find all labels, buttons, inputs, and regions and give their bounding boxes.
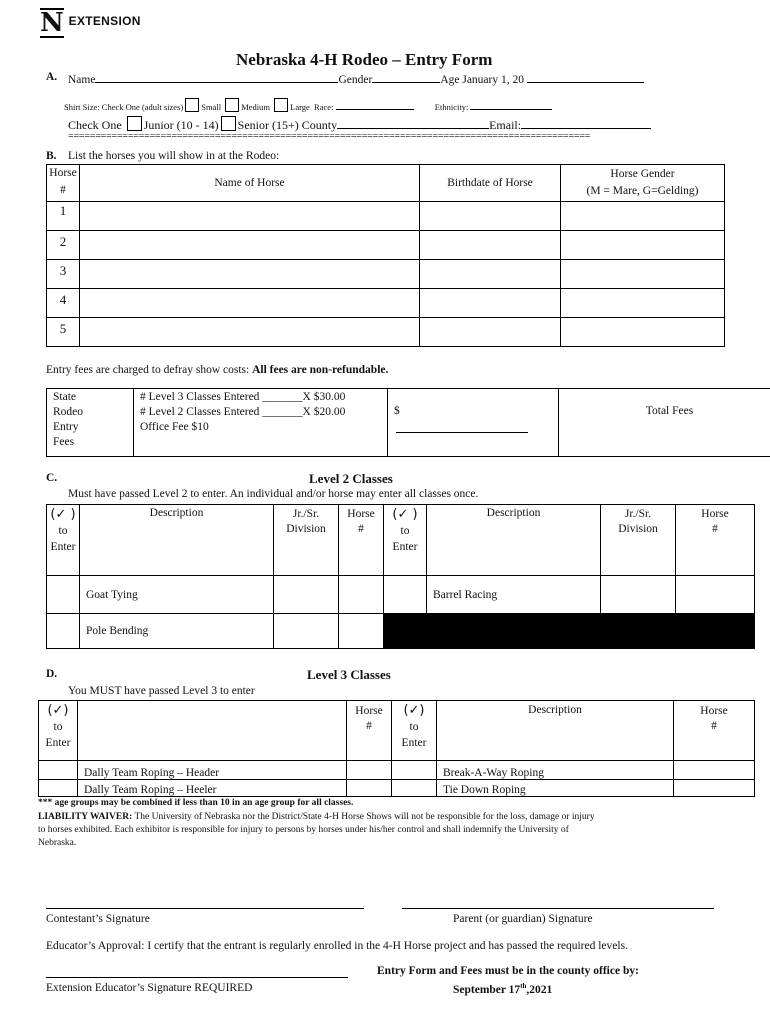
horse-name-cell[interactable] bbox=[80, 289, 420, 318]
deadline-month: September 17 bbox=[453, 983, 521, 996]
event-description: Dally Team Roping – Header bbox=[78, 761, 347, 780]
table-row bbox=[39, 780, 755, 797]
table-row bbox=[47, 260, 725, 289]
level2-table bbox=[46, 504, 755, 649]
horse-birthdate-cell[interactable] bbox=[420, 289, 561, 318]
horse-num-header-line1: Horse bbox=[49, 167, 77, 179]
to-text: to bbox=[409, 721, 419, 733]
horse-name-header-text: Name of Horse bbox=[214, 177, 285, 189]
senior-checkbox[interactable] bbox=[221, 116, 236, 131]
ethnicity-field[interactable] bbox=[470, 101, 552, 110]
waiver-line: to horses exhibited. Each exhibitor is responsible for injury to persons by horses under his/her control and shall indemnify the University of bbox=[38, 825, 569, 835]
enter-check-cell[interactable] bbox=[384, 576, 427, 614]
horse-row-number: 4 bbox=[47, 289, 80, 318]
junior-label: Junior (10 - 14) bbox=[143, 118, 219, 132]
horse-num-cell[interactable] bbox=[674, 780, 755, 797]
horse-birthdate-cell[interactable] bbox=[420, 318, 561, 347]
description-header bbox=[427, 505, 601, 576]
waiver-label: LIABILITY WAIVER: bbox=[38, 812, 133, 822]
age-group-note: *** age groups may be combined if less than 10 in an age group for all classes. bbox=[38, 798, 354, 808]
fees-label-cell bbox=[47, 389, 134, 457]
description-header-text: Description bbox=[486, 507, 541, 519]
level3-heading: Level 3 Classes bbox=[307, 667, 391, 682]
horse-num-header bbox=[674, 701, 755, 761]
description-header-text: Description bbox=[149, 507, 204, 519]
table-row bbox=[47, 202, 725, 231]
shirt-medium-label: Medium bbox=[241, 102, 270, 112]
logo-text: EXTENSION bbox=[68, 14, 141, 28]
fees-label-line: State bbox=[53, 391, 76, 403]
blacked-out-cell bbox=[676, 614, 755, 649]
fees-note-text: Entry fees are charged to defray show costs: bbox=[46, 364, 250, 376]
enter-check-header bbox=[47, 505, 80, 576]
fees-label-line: Rodeo bbox=[53, 406, 84, 418]
enter-check-header bbox=[384, 505, 427, 576]
enter-check-cell[interactable] bbox=[392, 761, 437, 780]
shirt-small-checkbox[interactable] bbox=[185, 98, 199, 112]
level2-instruction: Must have passed Level 2 to enter. An individual and/or horse may enter all classes once. bbox=[68, 488, 479, 500]
race-label: Race: bbox=[314, 102, 334, 112]
fees-amount-cell bbox=[388, 389, 559, 457]
name-field[interactable] bbox=[95, 71, 338, 83]
educator-signature-line[interactable] bbox=[46, 977, 348, 978]
horse-num-header-line1: Horse bbox=[701, 508, 729, 520]
email-field[interactable] bbox=[521, 117, 651, 129]
horse-num-cell[interactable] bbox=[339, 614, 384, 649]
enter-text: Enter bbox=[401, 737, 427, 749]
horse-num-header-line2: # bbox=[366, 720, 372, 732]
division-header bbox=[601, 505, 676, 576]
to-text: to bbox=[58, 525, 68, 537]
horse-num-header-line1: Horse bbox=[700, 705, 728, 717]
horse-num-header-line2: # bbox=[60, 184, 66, 196]
gender-field[interactable] bbox=[372, 71, 440, 83]
division-cell[interactable] bbox=[274, 576, 339, 614]
email-label: Email: bbox=[489, 118, 522, 132]
horse-name-header bbox=[80, 165, 420, 202]
fees-note bbox=[46, 364, 388, 376]
division-header-line2: Division bbox=[286, 523, 326, 535]
check-one-label: Check One bbox=[68, 118, 122, 132]
level2-fee-line[interactable]: # Level 2 Classes Entered _______X $20.00 bbox=[140, 406, 346, 418]
horses-table bbox=[46, 164, 725, 347]
description-header bbox=[80, 505, 274, 576]
section-a-letter: A. bbox=[46, 71, 58, 83]
horse-name-cell[interactable] bbox=[80, 202, 420, 231]
horse-row-number: 2 bbox=[47, 231, 80, 260]
horse-gender-cell[interactable] bbox=[561, 289, 725, 318]
blacked-out-cell bbox=[601, 614, 676, 649]
level3-instruction: You MUST have passed Level 3 to enter bbox=[68, 685, 255, 697]
table-row bbox=[47, 289, 725, 318]
deadline-year: ,2021 bbox=[526, 983, 553, 996]
section-d-letter: D. bbox=[46, 668, 58, 680]
horse-num-cell[interactable] bbox=[347, 761, 392, 780]
enter-check-cell[interactable] bbox=[39, 761, 78, 780]
level2-heading: Level 2 Classes bbox=[309, 471, 393, 486]
event-description: Pole Bending bbox=[80, 614, 274, 649]
table-row bbox=[47, 576, 755, 614]
deadline-line1: Entry Form and Fees must be in the county office by: bbox=[377, 965, 639, 977]
horse-birthdate-header bbox=[420, 165, 561, 202]
horse-birthdate-cell[interactable] bbox=[420, 231, 561, 260]
name-row bbox=[68, 71, 644, 86]
horse-row-number: 3 bbox=[47, 260, 80, 289]
table-row bbox=[47, 318, 725, 347]
shirt-row bbox=[64, 98, 552, 112]
horses-instruction: List the horses you will show in at the Rodeo: bbox=[68, 150, 280, 162]
total-fees-cell bbox=[559, 389, 770, 457]
horse-num-cell[interactable] bbox=[674, 761, 755, 780]
horse-name-cell[interactable] bbox=[80, 231, 420, 260]
gender-label: Gender bbox=[338, 74, 373, 86]
horse-name-cell[interactable] bbox=[80, 318, 420, 347]
horse-gender-header-line1: Horse Gender bbox=[610, 168, 675, 180]
contestant-signature-line[interactable] bbox=[46, 908, 364, 909]
division-header-line1: Jr./Sr. bbox=[292, 508, 320, 520]
horse-num-header-line2: # bbox=[358, 523, 364, 535]
horse-num-cell[interactable] bbox=[347, 780, 392, 797]
total-fees-label: Total Fees bbox=[645, 405, 694, 417]
waiver-text: The University of Nebraska nor the District/State 4-H Horse Shows will not be responsible for the loss, damage or injury bbox=[134, 812, 595, 822]
check-mark-icon: (✓) bbox=[403, 703, 425, 718]
enter-check-header bbox=[39, 701, 78, 761]
horse-gender-cell[interactable] bbox=[561, 260, 725, 289]
section-c-letter: C. bbox=[46, 472, 58, 484]
junior-checkbox[interactable] bbox=[127, 116, 142, 131]
horse-row-number: 1 bbox=[47, 202, 80, 231]
event-description: Goat Tying bbox=[80, 576, 274, 614]
fees-calc-cell bbox=[134, 389, 388, 457]
division-header-line1: Jr./Sr. bbox=[624, 508, 652, 520]
check-mark-icon: (✓ ) bbox=[392, 507, 418, 522]
event-description: Tie Down Roping bbox=[437, 780, 674, 797]
horse-num-header bbox=[347, 701, 392, 761]
section-b-letter: B. bbox=[46, 150, 57, 162]
ethnicity-label: Ethnicity: bbox=[434, 102, 469, 112]
level3-fee-line[interactable]: # Level 3 Classes Entered _______X $30.00 bbox=[140, 391, 346, 403]
enter-text: Enter bbox=[50, 541, 76, 553]
horse-num-cell[interactable] bbox=[676, 576, 755, 614]
educator-signature-label: Extension Educator’s Signature REQUIRED bbox=[46, 982, 253, 994]
total-amount-field[interactable] bbox=[396, 431, 528, 433]
horse-num-header-line1: Horse bbox=[355, 705, 383, 717]
check-mark-icon: (✓) bbox=[47, 703, 69, 718]
fees-label-line: Entry bbox=[53, 421, 79, 433]
description-header-blank bbox=[78, 701, 347, 761]
office-fee-line: Office Fee $10 bbox=[140, 421, 209, 433]
nebraska-logo bbox=[40, 8, 141, 38]
county-field[interactable] bbox=[337, 117, 489, 129]
division-cell[interactable] bbox=[601, 576, 676, 614]
enter-text: Enter bbox=[392, 541, 418, 553]
shirt-small-label: Small bbox=[201, 102, 222, 112]
deadline-sup: th bbox=[520, 982, 527, 990]
age-label: Age January 1, 20 bbox=[440, 74, 524, 86]
shirt-large-checkbox[interactable] bbox=[274, 98, 288, 112]
waiver-line: Nebraska. bbox=[38, 838, 77, 848]
horse-gender-cell[interactable] bbox=[561, 231, 725, 260]
check-mark-icon: (✓ ) bbox=[50, 507, 76, 522]
section-divider: ================================================================================================ bbox=[68, 131, 591, 142]
enter-check-cell[interactable] bbox=[47, 614, 80, 649]
shirt-large-label: Large bbox=[290, 102, 310, 112]
horse-birthdate-header-text: Birthdate of Horse bbox=[447, 177, 533, 189]
enter-check-header bbox=[392, 701, 437, 761]
level3-table bbox=[38, 700, 755, 797]
fees-label-line: Fees bbox=[53, 436, 75, 448]
educator-approval: Educator’s Approval: I certify that the entrant is regularly enrolled in the 4-H Horse project and has passed the required levels. bbox=[46, 940, 628, 952]
horse-num-header-line2: # bbox=[712, 523, 718, 535]
horse-gender-cell[interactable] bbox=[561, 318, 725, 347]
logo-n-mark: N bbox=[40, 8, 64, 38]
table-row bbox=[47, 614, 755, 649]
enter-check-cell[interactable] bbox=[392, 780, 437, 797]
horse-gender-cell[interactable] bbox=[561, 202, 725, 231]
to-text: to bbox=[400, 525, 410, 537]
horse-num-header-line1: Horse bbox=[347, 508, 375, 520]
parent-signature-line[interactable] bbox=[402, 908, 714, 909]
event-description: Dally Team Roping – Heeler bbox=[78, 780, 347, 797]
horse-num-header-line2: # bbox=[711, 720, 717, 732]
horse-num-header bbox=[339, 505, 384, 576]
event-description: Barrel Racing bbox=[427, 576, 601, 614]
age-year-field[interactable] bbox=[527, 71, 644, 83]
name-label: Name bbox=[68, 74, 96, 86]
horse-name-cell[interactable] bbox=[80, 260, 420, 289]
fees-table bbox=[46, 388, 770, 457]
description-header bbox=[437, 701, 674, 761]
horse-gender-header bbox=[561, 165, 725, 202]
to-text: to bbox=[53, 721, 63, 733]
horse-birthdate-cell[interactable] bbox=[420, 260, 561, 289]
table-row bbox=[47, 231, 725, 260]
table-row bbox=[39, 761, 755, 780]
division-header-line2: Division bbox=[618, 523, 658, 535]
horse-num-header bbox=[676, 505, 755, 576]
page-title: Nebraska 4-H Rodeo – Entry Form bbox=[236, 50, 493, 69]
race-field[interactable] bbox=[336, 101, 414, 110]
fees-note-bold: All fees are non-refundable. bbox=[252, 364, 389, 376]
event-description: Break-A-Way Roping bbox=[437, 761, 674, 780]
liability-waiver bbox=[38, 811, 595, 850]
horse-num-header bbox=[47, 165, 80, 202]
contestant-signature-label: Contestant’s Signature bbox=[46, 913, 150, 925]
horse-gender-header-line2: (M = Mare, G=Gelding) bbox=[586, 185, 699, 197]
horse-birthdate-cell[interactable] bbox=[420, 202, 561, 231]
horse-row-number: 5 bbox=[47, 318, 80, 347]
description-header-text: Description bbox=[528, 704, 582, 716]
senior-county-label: Senior (15+) County bbox=[237, 118, 338, 132]
enter-text: Enter bbox=[45, 737, 71, 749]
division-cell[interactable] bbox=[274, 614, 339, 649]
blacked-out-cell bbox=[427, 614, 601, 649]
horse-num-cell[interactable] bbox=[339, 576, 384, 614]
division-header bbox=[274, 505, 339, 576]
shirt-label: Shirt Size: Check One (adult sizes) bbox=[64, 102, 184, 112]
parent-signature-label: Parent (or guardian) Signature bbox=[453, 913, 593, 925]
shirt-medium-checkbox[interactable] bbox=[225, 98, 239, 112]
waiver-line bbox=[38, 811, 595, 824]
dollar-sign: $ bbox=[394, 405, 400, 417]
deadline-date bbox=[453, 982, 552, 996]
enter-check-cell[interactable] bbox=[39, 780, 78, 797]
blacked-out-cell bbox=[384, 614, 427, 649]
enter-check-cell[interactable] bbox=[47, 576, 80, 614]
